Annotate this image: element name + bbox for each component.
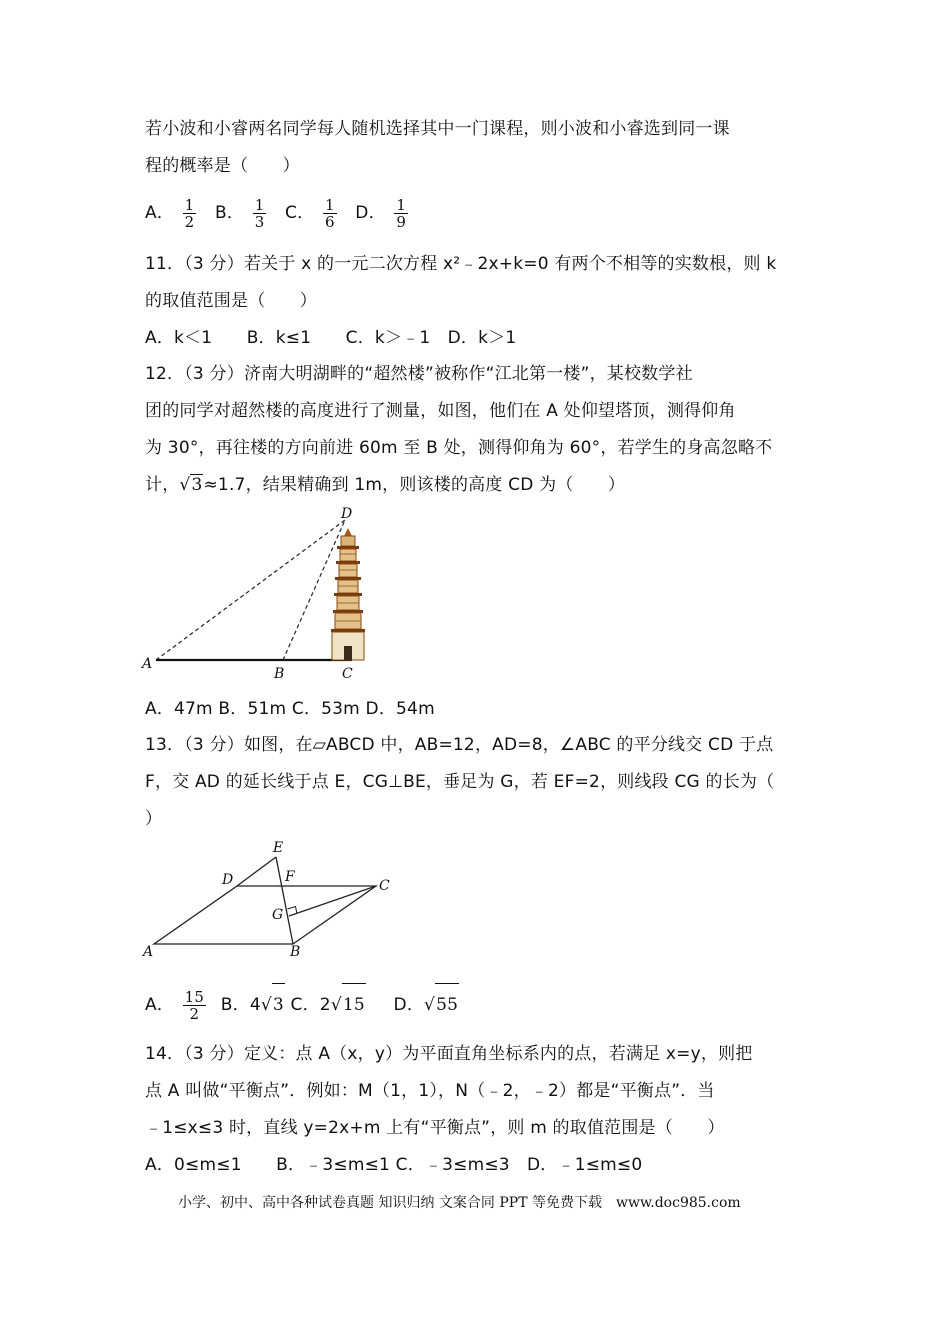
q13-line-de: [237, 857, 276, 886]
q13-option-b-sqrt: √3: [261, 983, 285, 1026]
q10-options: [145, 193, 411, 233]
q13-option-d-sqrt: √55: [424, 983, 459, 1026]
q12-label-d: D: [341, 506, 353, 522]
q12-label-c: C: [342, 666, 353, 682]
q10-option-a-fraction: $\frac{1}{2}$: [184, 195, 195, 231]
q13-text-line1: 13．（3 分）如图，在▱ABCD 中，AB=12，AD=8，∠ABC 的平分线交 CD 于点: [145, 735, 774, 755]
q12-options: A．47m B．51m C．53m D．54m: [145, 699, 435, 719]
q12-label-a: A: [142, 656, 153, 672]
q12-text-line2: 团的同学对超然楼的高度进行了测量，如图，他们在 A 处仰望塔顶，测得仰角: [145, 401, 736, 421]
q13-option-b-label: B．4: [220, 995, 261, 1015]
q11-options: A．k＜1 B．k≤1 C．k＞﹣1 D．k＞1: [145, 328, 517, 348]
q12-label-b: B: [274, 666, 285, 682]
q13-text-line2: F，交 AD 的延长线于点 E，CG⊥BE，垂足为 G，若 EF=2，则线段 CG 的长为（: [145, 772, 775, 792]
q13-options: [145, 983, 459, 1026]
q12-text-line1: 12．（3 分）济南大明湖畔的“超然楼”被称作“江北第一楼”，某校数学社: [145, 364, 693, 384]
pagoda-tower-icon: [331, 528, 365, 660]
q13-label-f: F: [285, 869, 295, 885]
page-footer: 小学、初中、高中各种试卷真题 知识归纳 文案合同 PPT 等免费下载 www.doc985.com: [178, 1195, 741, 1211]
q10-option-d-fraction: $\frac{1}{9}$: [396, 195, 407, 231]
q10-option-c-label: C．: [285, 203, 315, 223]
q13-figure: [140, 836, 400, 964]
q10-text-line2: 程的概率是（ ）: [145, 156, 300, 176]
q11-text-line2: 的取值范围是（ ）: [145, 291, 317, 311]
q13-option-c-label: C．2: [290, 995, 331, 1015]
q13-option-d-label: D．: [393, 995, 425, 1015]
q14-text-line1: 14．（3 分）定义：点 A（x，y）为平面直角坐标系内的点，若满足 x=y，则把: [145, 1044, 753, 1064]
q13-label-d: D: [222, 872, 234, 888]
q13-line-cg: [289, 886, 376, 916]
q13-right-angle-mark: [288, 907, 298, 915]
q10-option-c-fraction: $\frac{1}{6}$: [324, 195, 335, 231]
q10-option-b-label: B．: [215, 203, 245, 223]
q10-option-d-label: D．: [355, 203, 386, 223]
q11-text-line1: 11．（3 分）若关于 x 的一元二次方程 x²﹣2x+k=0 有两个不相等的实数根，则 k: [145, 254, 777, 274]
q13-option-c-sqrt: √15: [331, 983, 366, 1026]
q13-label-a: A: [143, 944, 154, 960]
q14-text-line2: 点 A 叫做“平衡点”．例如：M（1，1），N（﹣2，﹣2）都是“平衡点”．当: [145, 1081, 715, 1101]
q12-dashed-line-ad: [156, 520, 345, 660]
q12-text-line3: 为 30°，再往楼的方向前进 60m 至 B 处，测得仰角为 60°，若学生的身高忽略不: [145, 438, 773, 458]
q13-parallelogram-abcd: [154, 886, 376, 944]
q14-text-line3: ﹣1≤x≤3 时，直线 y=2x+m 上有“平衡点”，则 m 的取值范围是（ ）: [145, 1118, 725, 1138]
q13-label-b: B: [290, 944, 301, 960]
q13-label-c: C: [379, 878, 390, 894]
q10-option-a-label: A．: [145, 203, 175, 223]
q13-option-a-label: A．: [145, 995, 175, 1015]
q13-text-line3: ）: [145, 809, 163, 829]
q13-option-a-fraction: $\frac{15}{2}$: [184, 987, 205, 1023]
q13-label-e: E: [273, 840, 284, 856]
q14-options: A．0≤m≤1 B．﹣3≤m≤1 C．﹣3≤m≤3 D．﹣1≤m≤0: [145, 1155, 643, 1175]
q10-option-b-fraction: $\frac{1}{3}$: [254, 195, 265, 231]
q12-sqrt: √3: [179, 475, 203, 495]
q10-text-line1: 若小波和小睿两名同学每人随机选择其中一门课程，则小波和小睿选到同一课: [145, 119, 730, 139]
q12-text-line4: 计，√3≈1.7，结果精确到 1m，则该楼的高度 CD 为（ ）: [145, 475, 626, 495]
q12-figure: [140, 502, 380, 686]
q13-label-g: G: [272, 907, 284, 923]
